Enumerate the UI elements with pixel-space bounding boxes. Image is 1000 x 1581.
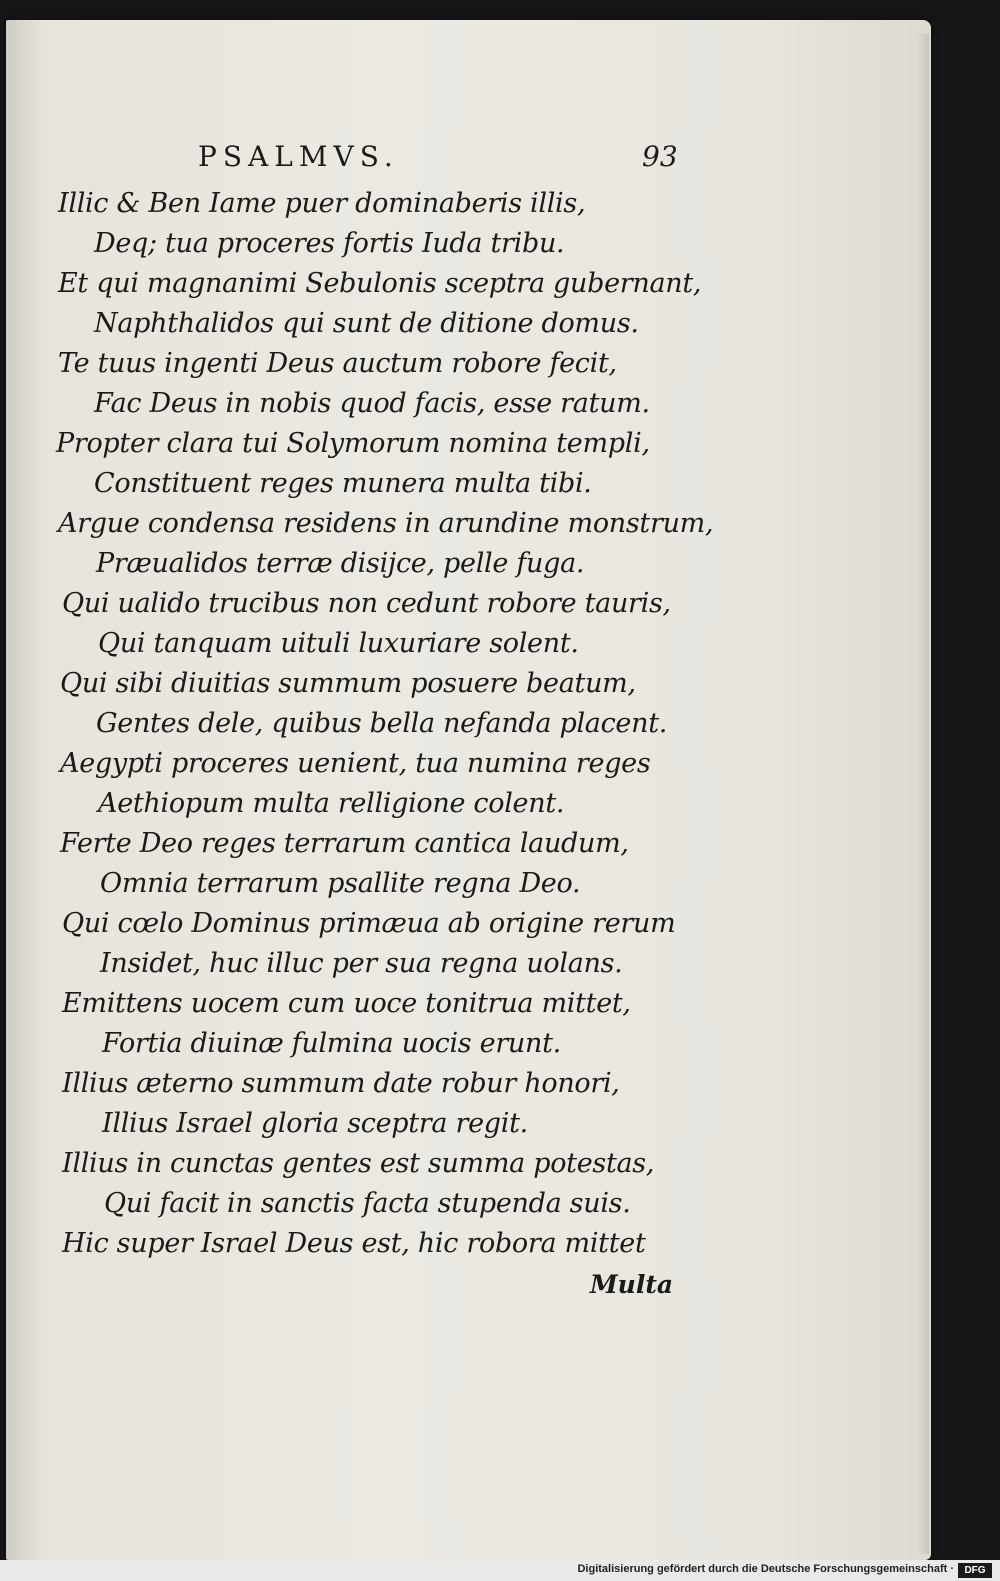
verse-line: Qui cœlo Dominus primæua ab origine rerum	[62, 908, 676, 939]
verse-line: Qui facit in sanctis facta stupenda suis.	[104, 1188, 631, 1219]
verse-line: Deq; tua proceres fortis Iuda tribu.	[94, 228, 565, 259]
page-edge-shadow	[917, 34, 929, 1554]
page-number: 93	[642, 140, 678, 173]
verse-line: Aethiopum multa relligione colent.	[98, 788, 565, 819]
running-head: PSALMVS.	[198, 140, 399, 173]
verse-line: Ferte Deo reges terrarum cantica laudum,	[60, 828, 629, 859]
verse-line: Insidet, huc illuc per sua regna uolans.	[100, 948, 623, 979]
verse-line: Fac Deus in nobis quod facis, esse ratum.	[94, 388, 650, 419]
verse-line: Gentes dele, quibus bella nefanda placent.	[96, 708, 668, 739]
verse-line: Omnia terrarum psallite regna Deo.	[100, 868, 581, 899]
funding-credit: Digitalisierung gefördert durch die Deutsche Forschungsgemeinschaft ·	[577, 1563, 954, 1575]
verse-line: Naphthalidos qui sunt de ditione domus.	[94, 308, 639, 339]
verse-line: Præualidos terræ disijce, pelle fuga.	[96, 548, 585, 579]
verse-line: Emittens uocem cum uoce tonitrua mittet,	[62, 988, 631, 1019]
verse-line: Illic & Ben Iame puer dominaberis illis,	[58, 188, 586, 219]
verse-line: Hic super Israel Deus est, hic robora mittet	[62, 1228, 646, 1259]
verse-line: Qui sibi diuitias summum posuere beatum,	[60, 668, 636, 699]
dfg-logo: DFG	[958, 1563, 992, 1578]
verse-line: Propter clara tui Solymorum nomina templi,	[56, 428, 650, 459]
verse-line: Qui ualido trucibus non cedunt robore tauris,	[62, 588, 671, 619]
verse-line: Illius æterno summum date robur honori,	[62, 1068, 620, 1099]
verse-line: Illius in cunctas gentes est summa potestas,	[62, 1148, 655, 1179]
verse-line: Te tuus ingenti Deus auctum robore fecit,	[58, 348, 617, 379]
verse-line: Argue condensa residens in arundine monstrum,	[58, 508, 714, 539]
verse-line: Constituent reges munera multa tibi.	[94, 468, 592, 499]
verse-line: Fortia diuinæ fulmina uocis erunt.	[102, 1028, 561, 1059]
page-header	[0, 140, 1000, 180]
digitization-footer	[0, 1560, 1000, 1581]
verse-line: Illius Israel gloria sceptra regit.	[102, 1108, 528, 1139]
catchword: Multa	[590, 1270, 674, 1299]
verse-line: Qui tanquam uituli luxuriare solent.	[98, 628, 579, 659]
verse-line: Aegypti proceres uenient, tua numina reges	[60, 748, 651, 779]
verse-line: Et qui magnanimi Sebulonis sceptra gubernant,	[58, 268, 702, 299]
